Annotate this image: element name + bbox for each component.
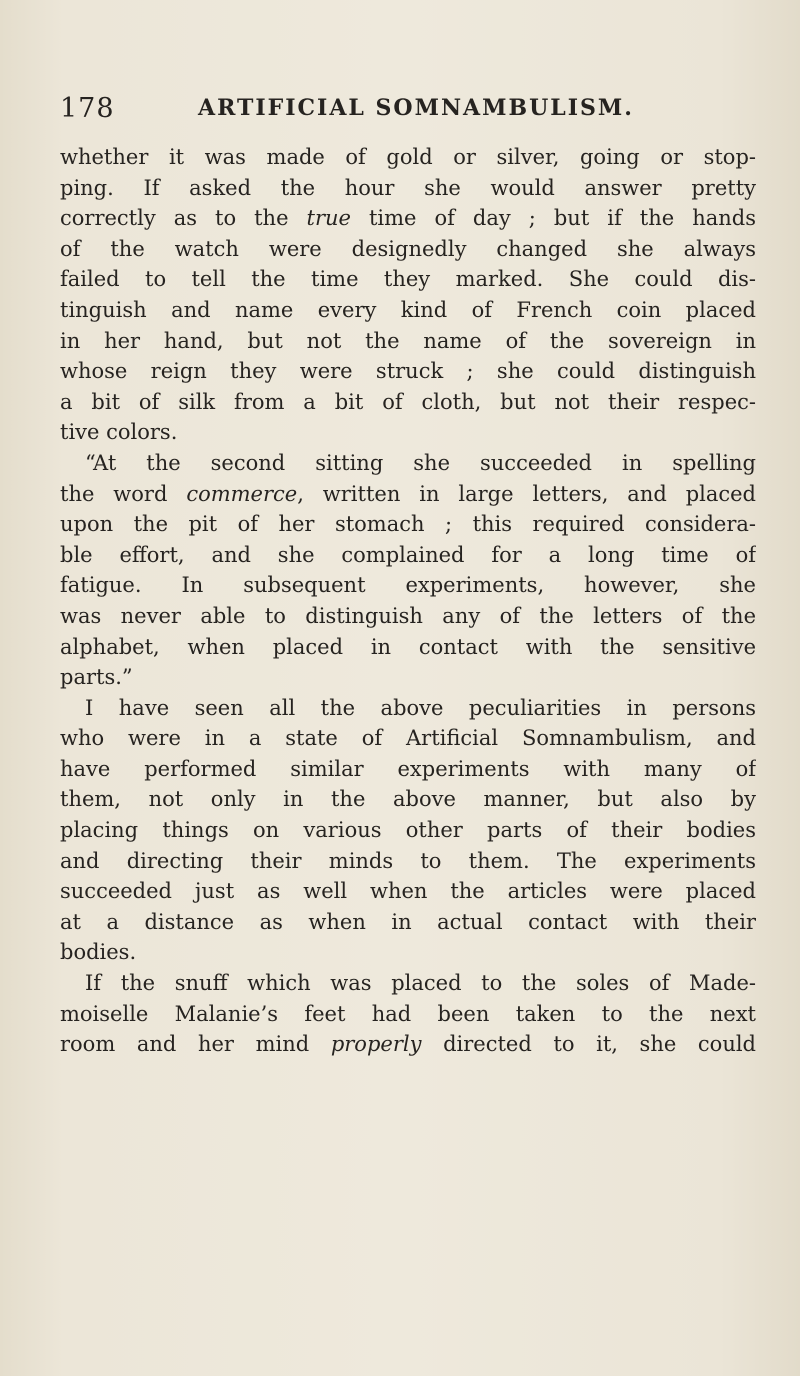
text-line: upon the pit of her stomach ; this required considera- bbox=[60, 512, 756, 537]
text-line: tinguish and name every kind of French coin placed bbox=[60, 297, 756, 322]
page-number: 178 bbox=[60, 93, 115, 124]
text-line: the word commerce, written in large letters, and placed bbox=[60, 481, 756, 506]
text-line: in her hand, but not the name of the sovereign in bbox=[60, 328, 756, 353]
text-line: them, not only in the above manner, but also by bbox=[60, 787, 756, 812]
running-title: ARTIFICIAL SOMNAMBULISM. bbox=[198, 95, 634, 121]
text-line: placing things on various other parts of their bodies bbox=[60, 818, 756, 843]
text-line: was never able to distinguish any of the letters of the bbox=[60, 603, 756, 628]
text-line: at a distance as when in actual contact with their bbox=[60, 909, 756, 934]
text-line: parts.” bbox=[60, 665, 133, 690]
text-line: whether it was made of gold or silver, going or stop- bbox=[60, 145, 756, 169]
text-line: “At the second sitting she succeeded in spelling bbox=[85, 450, 756, 475]
text-line: whose reign they were struck ; she could distinguish bbox=[60, 359, 756, 384]
text-line: who were in a state of Artificial Somnambulism, and bbox=[60, 726, 756, 751]
text-line: alphabet, when placed in contact with the sensitive bbox=[60, 634, 756, 659]
text-line: tive colors. bbox=[60, 420, 178, 445]
text-line: have performed similar experiments with many of bbox=[60, 756, 756, 781]
text-line: I have seen all the above peculiarities in persons bbox=[85, 695, 756, 720]
text-line: a bit of silk from a bit of cloth, but not their respec- bbox=[60, 389, 756, 414]
text-line: ble effort, and she complained for a long time of bbox=[60, 542, 756, 567]
text-line: and directing their minds to them. The experiments bbox=[60, 848, 756, 873]
text-line: If the snuff which was placed to the soles of Made- bbox=[85, 971, 756, 996]
text-line: failed to tell the time they marked. She could dis- bbox=[60, 267, 756, 292]
text-line: succeeded just as well when the articles were placed bbox=[60, 879, 756, 904]
text-line: correctly as to the true time of day ; but if the hands bbox=[60, 206, 756, 231]
text-line: bodies. bbox=[60, 940, 137, 965]
text-line: moiselle Malanie’s feet had been taken to the next bbox=[60, 1001, 756, 1026]
running-head bbox=[60, 93, 760, 133]
text-line: of the watch were designedly changed she always bbox=[60, 236, 756, 261]
text-line: ping. If asked the hour she would answer pretty bbox=[60, 175, 756, 200]
text-line: fatigue. In subsequent experiments, however, she bbox=[60, 573, 756, 598]
text-line: room and her mind properly directed to it, she could bbox=[60, 1032, 756, 1057]
body-text bbox=[60, 142, 756, 1060]
